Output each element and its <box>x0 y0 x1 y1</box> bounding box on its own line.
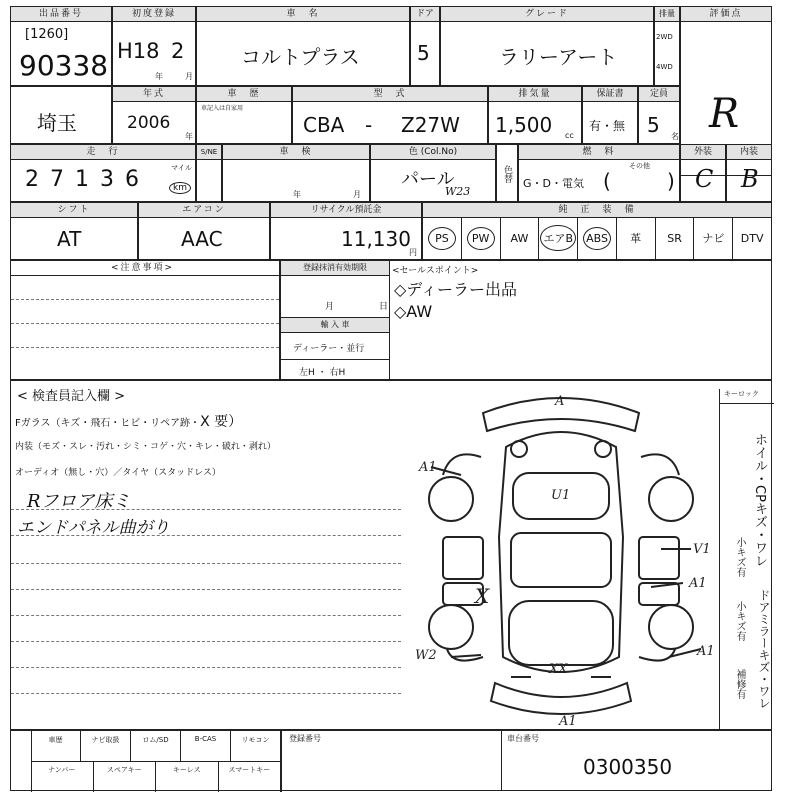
mark-a: A <box>555 394 565 409</box>
sales-point-item: ◇ディーラー出品 <box>394 280 518 299</box>
first-reg-cell <box>112 6 196 86</box>
fuel-cell <box>518 144 680 202</box>
side-small2: 小キズ有 <box>734 601 745 641</box>
lot-number: 90338 <box>19 49 109 82</box>
aircon-value: AAC <box>181 227 223 251</box>
km-circle: km <box>169 182 191 194</box>
drive-header: 排量 <box>655 7 679 22</box>
door-left-rear <box>443 537 483 579</box>
mark-v1: V1 <box>693 542 711 557</box>
import-handle: 左H ・ 右H <box>299 368 346 378</box>
footer-col: ナンバー <box>31 761 94 792</box>
capacity-cell <box>638 86 680 144</box>
inspection-date-header: 車 検 <box>223 145 369 160</box>
fuel-open: ( <box>603 169 611 193</box>
equipment-item <box>733 217 771 259</box>
mark-x: X <box>475 584 490 608</box>
capacity-value: 5 <box>647 113 660 137</box>
fuel-options: G・D・電気 <box>523 177 584 190</box>
wheel-rl <box>429 477 473 521</box>
keyrock-label: キーロック <box>724 390 759 398</box>
year-cell <box>112 86 196 144</box>
interior-cell <box>726 144 772 202</box>
mark-a1-left: A1 <box>419 460 437 475</box>
fender-right <box>641 454 679 475</box>
color-code: W23 <box>445 185 471 198</box>
color-cell <box>370 144 496 202</box>
equipment-item-label: PW <box>467 227 495 250</box>
footer-col: スマートキー <box>219 761 282 792</box>
equipment-item <box>694 217 733 259</box>
side-wheel: ホイル・CPキズ・ワレ <box>752 433 767 567</box>
interior-grade: B <box>741 165 759 193</box>
doors-cell <box>410 6 440 86</box>
equipment-item <box>501 217 540 259</box>
mileage-mark-header: S/NE <box>197 145 221 160</box>
recall-cell <box>280 260 390 380</box>
footer-grid <box>11 731 282 792</box>
displacement-unit: cc <box>565 131 574 140</box>
model-code: Z27W <box>401 113 460 137</box>
import-header: 輸 入 車 <box>281 317 389 333</box>
first-reg-y: 年 <box>155 72 163 81</box>
recycle-header: リサイクル預託金 <box>271 203 421 218</box>
grade-cell <box>440 6 654 86</box>
score-value: R <box>709 91 740 137</box>
score-header: 評価点 <box>681 7 771 22</box>
car-front-bumper <box>491 683 631 714</box>
recycle-value: 11,130 <box>341 227 411 251</box>
displacement-cell <box>488 86 582 144</box>
warranty-cell <box>582 86 638 144</box>
windshield <box>509 601 613 665</box>
capacity-unit: 名 <box>671 132 679 141</box>
equipment-header: 純 正 装 備 <box>423 203 771 218</box>
wheel-rr <box>649 477 693 521</box>
side-repair: 補修有 <box>734 669 745 699</box>
fuel-close: ) <box>667 169 675 193</box>
mileage-header: 走 行 <box>11 145 195 160</box>
model-code-dash: - <box>365 113 373 137</box>
equipment-item-label: 革 <box>630 232 642 245</box>
warranty-value: 有・無 <box>589 119 626 133</box>
year-value: 2006 <box>127 113 171 133</box>
recall-month: 月 <box>325 302 335 312</box>
inspector-line1 <box>15 411 242 431</box>
equipment-item <box>462 217 501 259</box>
inspector-line2: 内装（モズ・スレ・汚れ・シミ・コゲ・穴・キレ・破れ・剥れ） <box>15 442 276 452</box>
lot-tag: [1260] <box>25 27 69 42</box>
side-small1: 小キズ有 <box>734 537 745 577</box>
inspection-date-m: 月 <box>353 190 361 199</box>
mark-a1-bottom: A1 <box>559 714 577 727</box>
lot-cell <box>10 6 112 86</box>
drive-cell <box>654 6 680 86</box>
aircon-cell <box>138 202 270 260</box>
equipment-cell <box>422 202 772 260</box>
exterior-header: 外装 <box>681 145 725 160</box>
roof <box>511 533 611 587</box>
equipment-item-label: DTV <box>740 231 764 245</box>
recycle-cell <box>270 202 422 260</box>
mileage-unit-km <box>169 175 191 194</box>
footer-col: キーレス <box>156 761 219 792</box>
drive-2wd: 2WD <box>656 33 673 41</box>
equipment-item-label: ABS <box>583 227 611 250</box>
inspector-hand1: Rフロア床ミ <box>27 491 131 512</box>
mileage-cell <box>10 144 196 202</box>
model-code-cell <box>292 86 488 144</box>
inspection-date-y: 年 <box>293 190 301 199</box>
equipment-item <box>578 217 617 259</box>
inspector-header: < 検査員記入欄 > <box>17 389 126 404</box>
recycle-unit: 円 <box>409 248 417 257</box>
sales-point-list <box>394 279 517 323</box>
displacement-header: 排気量 <box>489 87 581 102</box>
mission-cell <box>10 202 138 260</box>
car-body <box>499 432 623 672</box>
registration-cell <box>196 86 292 144</box>
model-cell <box>196 6 410 86</box>
region-cell <box>10 86 112 144</box>
equipment-item-label: ナビ <box>702 232 725 245</box>
reg-no-label: 登録番号 <box>289 734 321 743</box>
registration-header: 車 歴 <box>197 87 291 102</box>
footer-col: 車歴 <box>31 731 81 761</box>
auction-sheet <box>10 6 772 791</box>
footer-col: ロム/SD <box>131 731 181 761</box>
grade-header: グレード <box>441 7 653 22</box>
mileage-mark-cell <box>196 144 222 202</box>
side-mirror: ドアミラーキズ・ワレ <box>757 589 771 709</box>
chassis-number: 0300350 <box>583 755 673 779</box>
footer <box>10 730 772 791</box>
remarks-header: <注意事項> <box>11 261 279 276</box>
inspector-line1-text: Fガラス（キズ・飛石・ヒビ・リペア跡・ <box>15 418 201 429</box>
footer-col: リモコン <box>231 731 281 761</box>
color-header: 色 (Col.No) <box>371 145 495 160</box>
recall-day: 日 <box>379 302 389 312</box>
car-diagram <box>391 387 731 727</box>
equipment-list <box>423 217 771 259</box>
footer-col: B-CAS <box>181 731 231 761</box>
equipment-item-label: エアB <box>540 225 576 251</box>
equipment-item-label: SR <box>667 231 682 245</box>
capacity-header: 定員 <box>639 87 679 102</box>
sales-point-header: <セールスポイント> <box>392 266 479 276</box>
equipment-item <box>656 217 695 259</box>
first-reg-header: 初度登録 <box>113 7 195 22</box>
fuel-header: 燃 料 <box>519 145 679 160</box>
footer-col: ナビ取扱 <box>81 731 131 761</box>
equipment-item <box>423 217 462 259</box>
mark-w2: W2 <box>415 648 437 663</box>
aircon-header: エアコン <box>139 203 269 218</box>
inspection-date-cell <box>222 144 370 202</box>
model-header: 車 名 <box>197 7 409 22</box>
color-change-cell <box>496 144 518 202</box>
chassis-label: 車台番号 <box>507 734 539 743</box>
lot-header: 出品番号 <box>11 7 111 22</box>
quarter-right <box>639 649 675 661</box>
recall-header: 登録抹消有効期限 <box>281 261 389 276</box>
fuel-other: その他 <box>629 162 650 170</box>
warranty-header: 保証書 <box>583 87 637 102</box>
inspector-line3: オーディオ（無し・穴）／タイヤ（スタッドレス） <box>15 468 221 478</box>
color-name: パール <box>401 169 455 190</box>
first-reg-era: H18 <box>117 39 160 63</box>
import-dealer: ディーラー・並行 <box>293 344 365 354</box>
model-code-prefix: CBA <box>303 113 345 137</box>
sales-point-cell <box>390 260 772 380</box>
model-code-header: 型 式 <box>293 87 487 102</box>
door-right-rear <box>639 537 679 579</box>
footer-col: スペアキー <box>94 761 157 792</box>
exterior-cell <box>680 144 726 202</box>
mark-xx: XX <box>549 662 568 677</box>
color-change-label: 色替 <box>502 165 512 183</box>
exterior-grade: C <box>695 165 714 193</box>
wheel-fl <box>429 605 473 649</box>
mark-a1-right: A1 <box>689 576 707 591</box>
equipment-item <box>539 217 578 259</box>
mark-u1: U1 <box>551 488 571 503</box>
mark-a1-rr: A1 <box>697 644 715 659</box>
displacement-value: 1,500 <box>495 113 553 137</box>
mileage-digits: 27136 <box>25 167 150 192</box>
grade-name: ラリーアート <box>499 45 618 69</box>
equipment-item <box>617 217 656 259</box>
interior-header: 内装 <box>727 145 771 160</box>
inspector-line1-mark: X 要） <box>200 414 243 430</box>
mileage-unit-miles: マイル <box>171 164 192 172</box>
wheel-fr <box>649 605 693 649</box>
year-header: 年式 <box>113 87 195 102</box>
equipment-item-label: AW <box>510 231 529 245</box>
region-name: 埼玉 <box>37 111 77 135</box>
model-name: コルトプラス <box>241 45 360 69</box>
inspector-hand2: エンドパネル曲がり <box>17 518 170 538</box>
first-reg-m: 月 <box>185 72 193 81</box>
mission-value: AT <box>57 227 82 251</box>
sales-point-item: ◇AW <box>394 302 433 321</box>
remarks-cell <box>10 260 280 380</box>
first-reg-month: 2 <box>171 39 185 63</box>
registration-note: 車記入は自家用 <box>201 105 244 112</box>
doors-header: ドア <box>411 7 439 22</box>
inspector-cell <box>10 380 772 730</box>
doors-value: 5 <box>417 41 430 65</box>
year-suffix: 年 <box>185 132 193 141</box>
equipment-item-label: PS <box>428 227 456 250</box>
mission-header: シフト <box>11 203 137 218</box>
drive-4wd: 4WD <box>656 63 673 71</box>
